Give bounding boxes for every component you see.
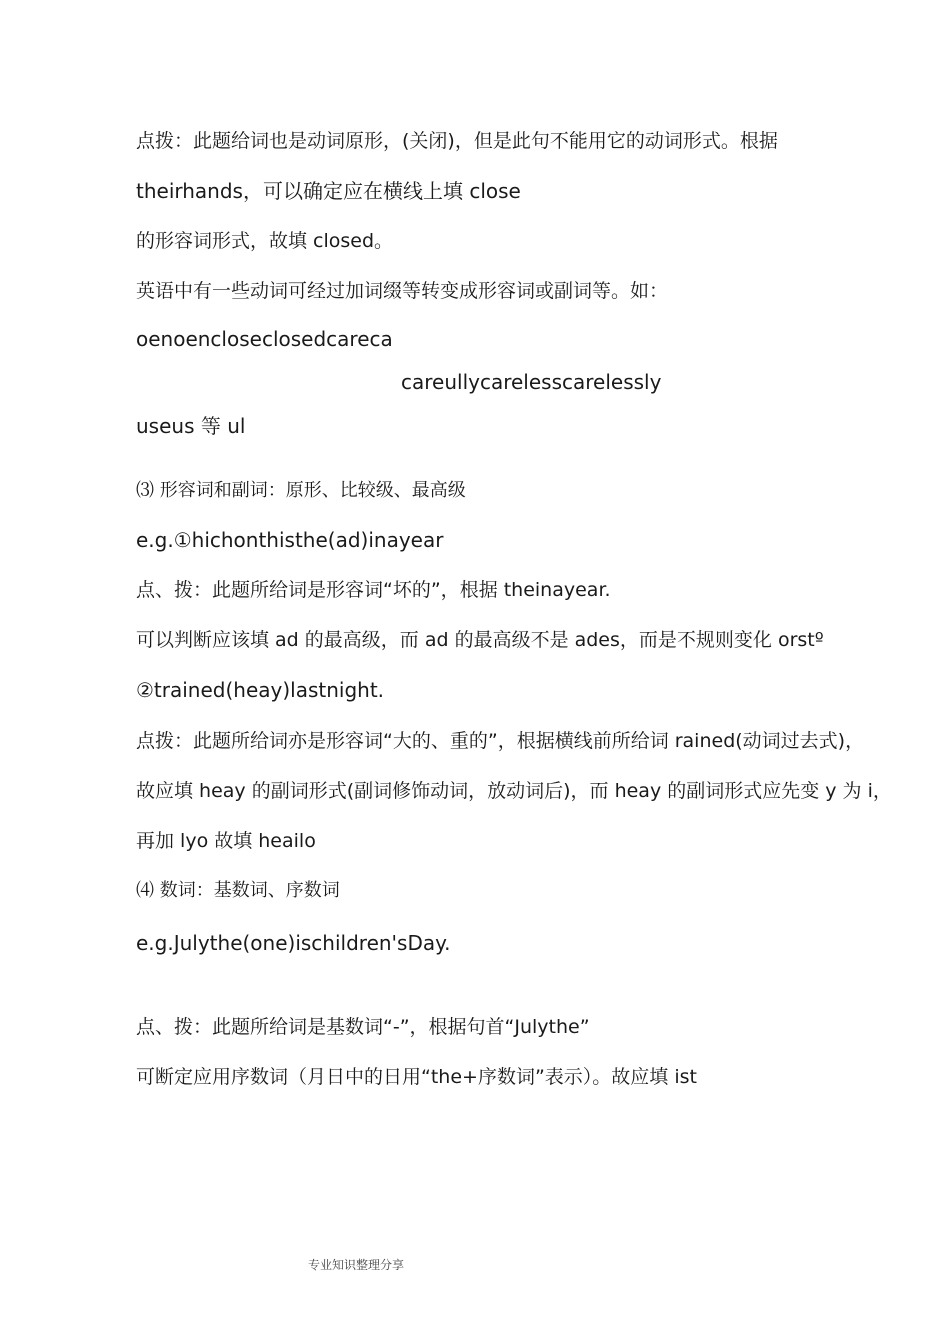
text-line: 故应填 heay 的副词形式(副词修饰动词，放动词后)，而 heay 的副词形式应先变 y 为 i， (136, 780, 892, 802)
page-footer: 专业知识整理分享 (308, 1258, 405, 1272)
text-line: theirhands，可以确定应在横线上填 close (136, 179, 521, 203)
text-line: 点拨：此题给词也是动词原形，(关闭)，但是此句不能用它的动词形式。根据 (136, 130, 778, 152)
text-line: 可以判断应该填 ad 的最高级，而 ad 的最高级不是 ades，而是不规则变化 orstº (136, 629, 824, 651)
text-line: 点拨：此题所给词亦是形容词“大的、重的”，根据横线前所给词 rained(动词过去式)， (136, 730, 865, 752)
text-line: 点、拨：此题所给词是基数词“-”，根据句首“Julythe” (136, 1016, 590, 1038)
text-line: ②trained(heay)lastnight. (136, 678, 385, 702)
text-line: 可断定应用序数词（月日中的日用“the+序数词”表示）。故应填 ist (136, 1066, 697, 1088)
text-line: 点、拨：此题所给词是形容词“坏的”，根据 theinayear. (136, 579, 611, 601)
text-line: 再加 lyo 故填 heailo (136, 830, 316, 852)
text-line: careullycarelesscarelessly (401, 370, 662, 394)
text-line: useus 等 ul (136, 414, 246, 438)
text-line: 英语中有一些动词可经过加词缀等转变成形容词或副词等。如： (136, 280, 669, 302)
text-line: 的形容词形式，故填 closed。 (136, 230, 394, 252)
text-line: oenoencloseclosedcareca (136, 327, 393, 351)
text-line: e.g.①hichonthisthe(ad)inayear (136, 528, 444, 552)
text-line: e.g.Julythe(one)ischildren'sDay. (136, 931, 451, 955)
section-heading: ⑷ 数词：基数词、序数词 (136, 880, 340, 901)
section-heading: ⑶ 形容词和副词：原形、比较级、最高级 (136, 480, 466, 501)
